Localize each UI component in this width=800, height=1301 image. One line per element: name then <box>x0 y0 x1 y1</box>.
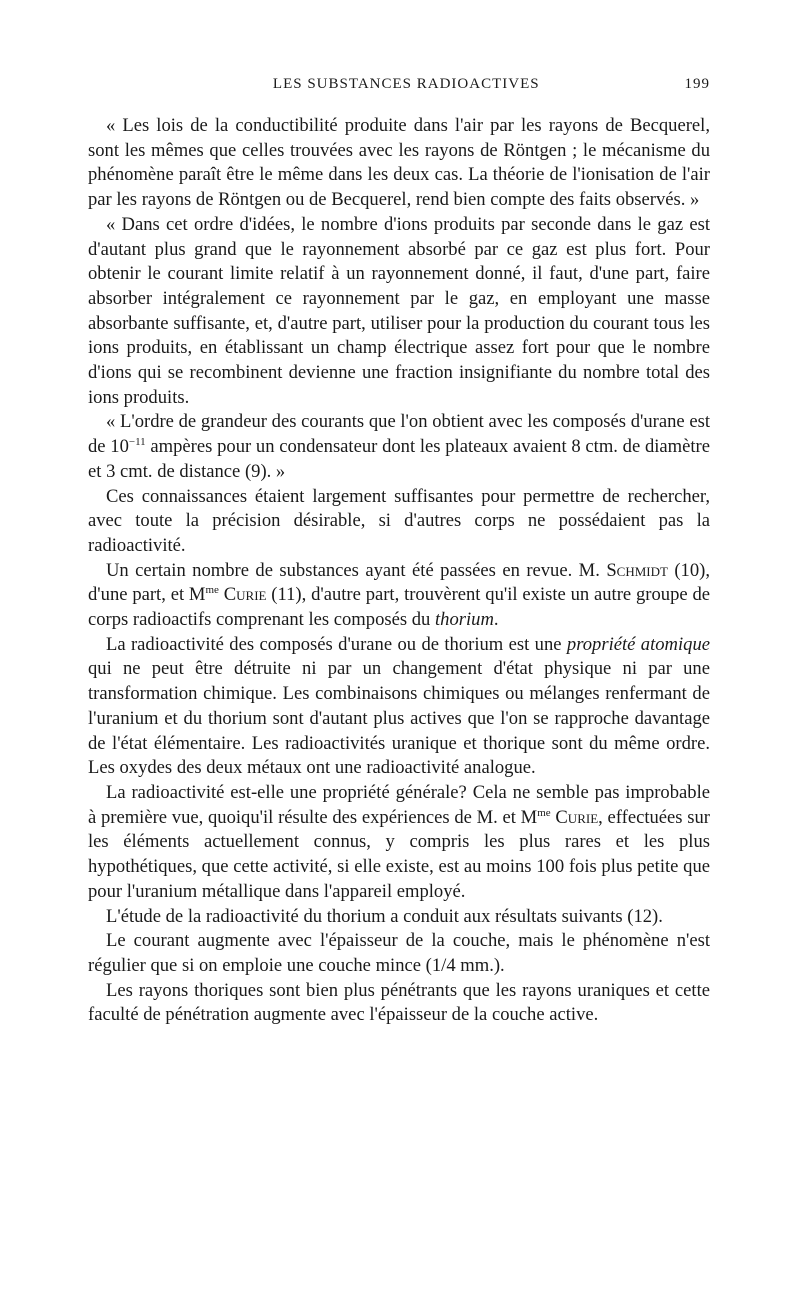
paragraph-7: La radioactivité est-elle une propriété générale? Cela ne semble pas improbable à première vue, quoiqu'il résulte des expériences de M. et $M^{me}$ Curie, effectuées sur les éléments actuellement connus, y compris les plus rares et les plus hypothétiques, que cette activité, si elle existe, est au moins 100 fois plus petite que pour l'uranium métallique dans l'appareil employé. <box>88 781 710 902</box>
author-name: Curie <box>223 584 267 606</box>
running-title: LES SUBSTANCES RADIOACTIVES <box>272 76 540 92</box>
author-name: Schmidt <box>606 559 668 581</box>
page-body <box>88 114 710 1028</box>
emphasis: propriété atomique <box>566 633 710 655</box>
paragraph-9: Le courant augmente avec l'épaisseur de la couche, mais le phénomène n'est régulier que si on emploie une couche mince (1/4 mm.). <box>88 930 710 976</box>
paragraph-3: « L'ordre de grandeur des courants que l'on obtient avec les composés d'urane est de $10^{-11}$ ampères pour un condensateur dont les plateaux avaient 8 ctm. de diamètre et 3 cmt. de distance (9). » <box>88 411 710 482</box>
author-name: Curie <box>555 806 599 828</box>
paragraph-5: Un certain nombre de substances ayant été passées en revue. M. Schmidt (10), d'une part, et $M^{me}$ Curie (11), d'autre part, trouvèrent qu'il existe un autre groupe de corps radioactifs comprenant les composés du thorium. <box>88 559 710 631</box>
page-number: 199 <box>684 76 710 92</box>
paragraph-10: Les rayons thoriques sont bien plus pénétrants que les rayons uraniques et cette faculté de pénétration augmente avec l'épaisseur de la couche active. <box>88 979 710 1026</box>
paragraph-6: La radioactivité des composés d'urane ou de thorium est une propriété atomique qui ne peut être détruite ni par un changement d'état physique ni par une transformation chimique. Les combinaisons chimiques ou mélanges renfermant de l'uranium et du thorium sont d'autant plus actives que l'on se rapproche davantage de l'état élémentaire. Les radioactivités uranique et thorique sont du même ordre. Les oxydes des deux métaux ont une radioactivité analogue. <box>88 633 710 779</box>
title-abbrev: me <box>537 806 551 819</box>
paragraph-2: « Dans cet ordre d'idées, le nombre d'ions produits par seconde dans le gaz est d'autant plus grand que le rayonnement absorbé par ce gaz est plus fort. Pour obtenir le courant limite relatif à un rayonnement donné, il faut, d'une part, faire absorber intégralement ce rayonnement par le gaz, en employant une masse absorbante suffisante, et, d'autre part, utiliser pour la production du courant tous les ions produits, en établissant un champ électrique assez fort pour que le nombre d'ions qui se recombinent devienne une fraction insignifiante du nombre total des ions produits. <box>88 213 710 408</box>
running-header <box>88 76 710 102</box>
paragraph-8: L'étude de la radioactivité du thorium a conduit aux résultats suivants (12). <box>106 905 663 927</box>
title-abbrev: me <box>205 584 219 597</box>
book-page <box>88 76 710 1028</box>
paragraph-4: Ces connaissances étaient largement suffisantes pour permettre de rechercher, avec toute la précision désirable, si d'autres corps ne possédaient pas la radioactivité. <box>88 485 710 556</box>
emphasis: thorium <box>434 609 494 631</box>
paragraph-1: « Les lois de la conductibilité produite dans l'air par les rayons de Becquerel, sont les mêmes que celles trouvées avec les rayons de Röntgen ; le mécanisme du phénomène paraît être le même dans les deux cas. La théorie de l'ionisation de l'air par les rayons de Röntgen ou de Becquerel, rend bien compte des faits observés. » <box>88 115 710 211</box>
exponent: −11 <box>128 435 146 448</box>
